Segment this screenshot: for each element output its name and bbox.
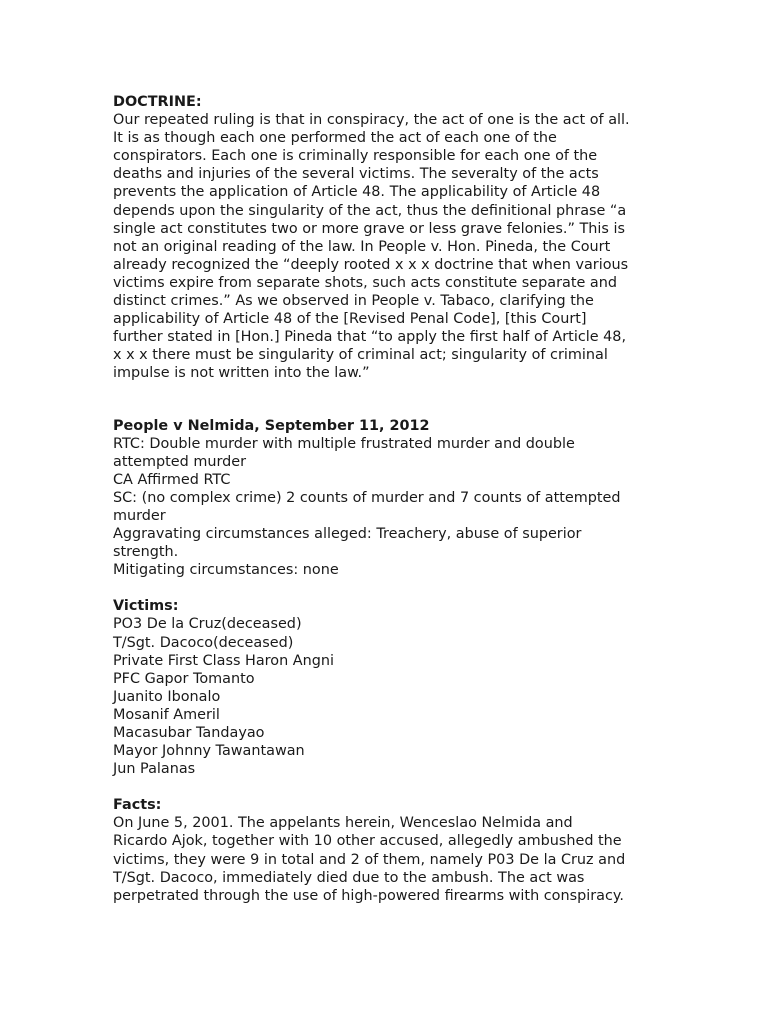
doctrine-section	[113, 93, 673, 383]
list-item: PFC Gapor Tomanto	[113, 670, 255, 687]
spacer	[113, 778, 673, 796]
facts-paragraph	[113, 814, 673, 904]
facts-line: victims, they were 9 in total and 2 of them, namely P03 De la Cruz and	[113, 851, 626, 868]
case-line: SC: (no complex crime) 2 counts of murder and 7 counts of attempted	[113, 489, 621, 506]
facts-line: Ricardo Ajok, together with 10 other accused, allegedly ambushed the	[113, 833, 622, 850]
facts-heading: Facts:	[113, 797, 162, 814]
doctrine-heading: DOCTRINE:	[113, 94, 202, 110]
doctrine-line: distinct crimes.” As we observed in People v. Tabaco, clarifying the	[113, 293, 594, 310]
list-item: Juanito Ibonalo	[113, 688, 221, 705]
doctrine-line: impulse is not written into the law.”	[113, 365, 370, 382]
case-line: CA Affirmed RTC	[113, 471, 231, 488]
list-item: Private First Class Haron Angni	[113, 652, 334, 669]
list-item: Macasubar Tandayao	[113, 725, 265, 741]
case-section	[113, 417, 673, 580]
doctrine-line: single act constitutes two or more grave or less grave felonies.” This is	[113, 220, 625, 237]
facts-line: perpetrated through the use of high-powered firearms with conspiracy.	[113, 887, 624, 904]
doctrine-line: not an original reading of the law. In People v. Hon. Pineda, the Court	[113, 238, 611, 255]
list-item: PO3 De la Cruz(deceased)	[113, 616, 302, 633]
case-line: strength.	[113, 544, 179, 561]
list-item: Mosanif Ameril	[113, 706, 220, 723]
list-item: Mayor Johnny Tawantawan	[113, 743, 305, 760]
facts-line: T/Sgt. Dacoco, immediately died due to the ambush. The act was	[113, 869, 585, 886]
doctrine-line: deaths and injuries of the several victims. The severalty of the acts	[113, 166, 599, 183]
case-line: murder	[113, 507, 166, 524]
doctrine-line: applicability of Article 48 of the [Revised Penal Code], [this Court]	[113, 311, 587, 328]
doctrine-line: x x x there must be singularity of criminal act; singularity of criminal	[113, 347, 608, 364]
doctrine-line: conspirators. Each one is criminally responsible for each one of the	[113, 148, 598, 165]
case-heading: People v Nelmida, September 11, 2012	[113, 417, 430, 434]
facts-section	[113, 796, 673, 905]
spacer	[113, 579, 673, 597]
doctrine-line: It is as though each one performed the act of each one of the	[113, 130, 557, 147]
doctrine-line: victims expire from separate shots, such acts constitute separate and	[113, 274, 617, 291]
doctrine-line: Our repeated ruling is that in conspiracy, the act of one is the act of all.	[113, 112, 630, 129]
doctrine-line: further stated in [Hon.] Pineda that “to apply the first half of Article 48,	[113, 329, 627, 346]
facts-line: On June 5, 2001. The appelants herein, Wenceslao Nelmida and	[113, 815, 573, 832]
victims-section	[113, 597, 673, 778]
case-line: Mitigating circumstances: none	[113, 562, 339, 579]
document-page	[113, 93, 673, 905]
list-item: Jun Palanas	[113, 761, 196, 778]
case-line: attempted murder	[113, 453, 247, 470]
case-line: RTC: Double murder with multiple frustrated murder and double	[113, 435, 575, 452]
victims-heading: Victims:	[113, 598, 179, 615]
doctrine-paragraph	[113, 111, 673, 382]
spacer	[113, 383, 673, 417]
doctrine-line: depends upon the singularity of the act, thus the definitional phrase “a	[113, 202, 627, 219]
list-item: T/Sgt. Dacoco(deceased)	[113, 634, 294, 651]
victims-list	[113, 615, 673, 778]
case-summary	[113, 435, 673, 580]
doctrine-line: prevents the application of Article 48. The applicability of Article 48	[113, 184, 601, 201]
doctrine-line: already recognized the “deeply rooted x x x doctrine that when various	[113, 256, 629, 273]
case-line: Aggravating circumstances alleged: Treachery, abuse of superior	[113, 526, 582, 543]
